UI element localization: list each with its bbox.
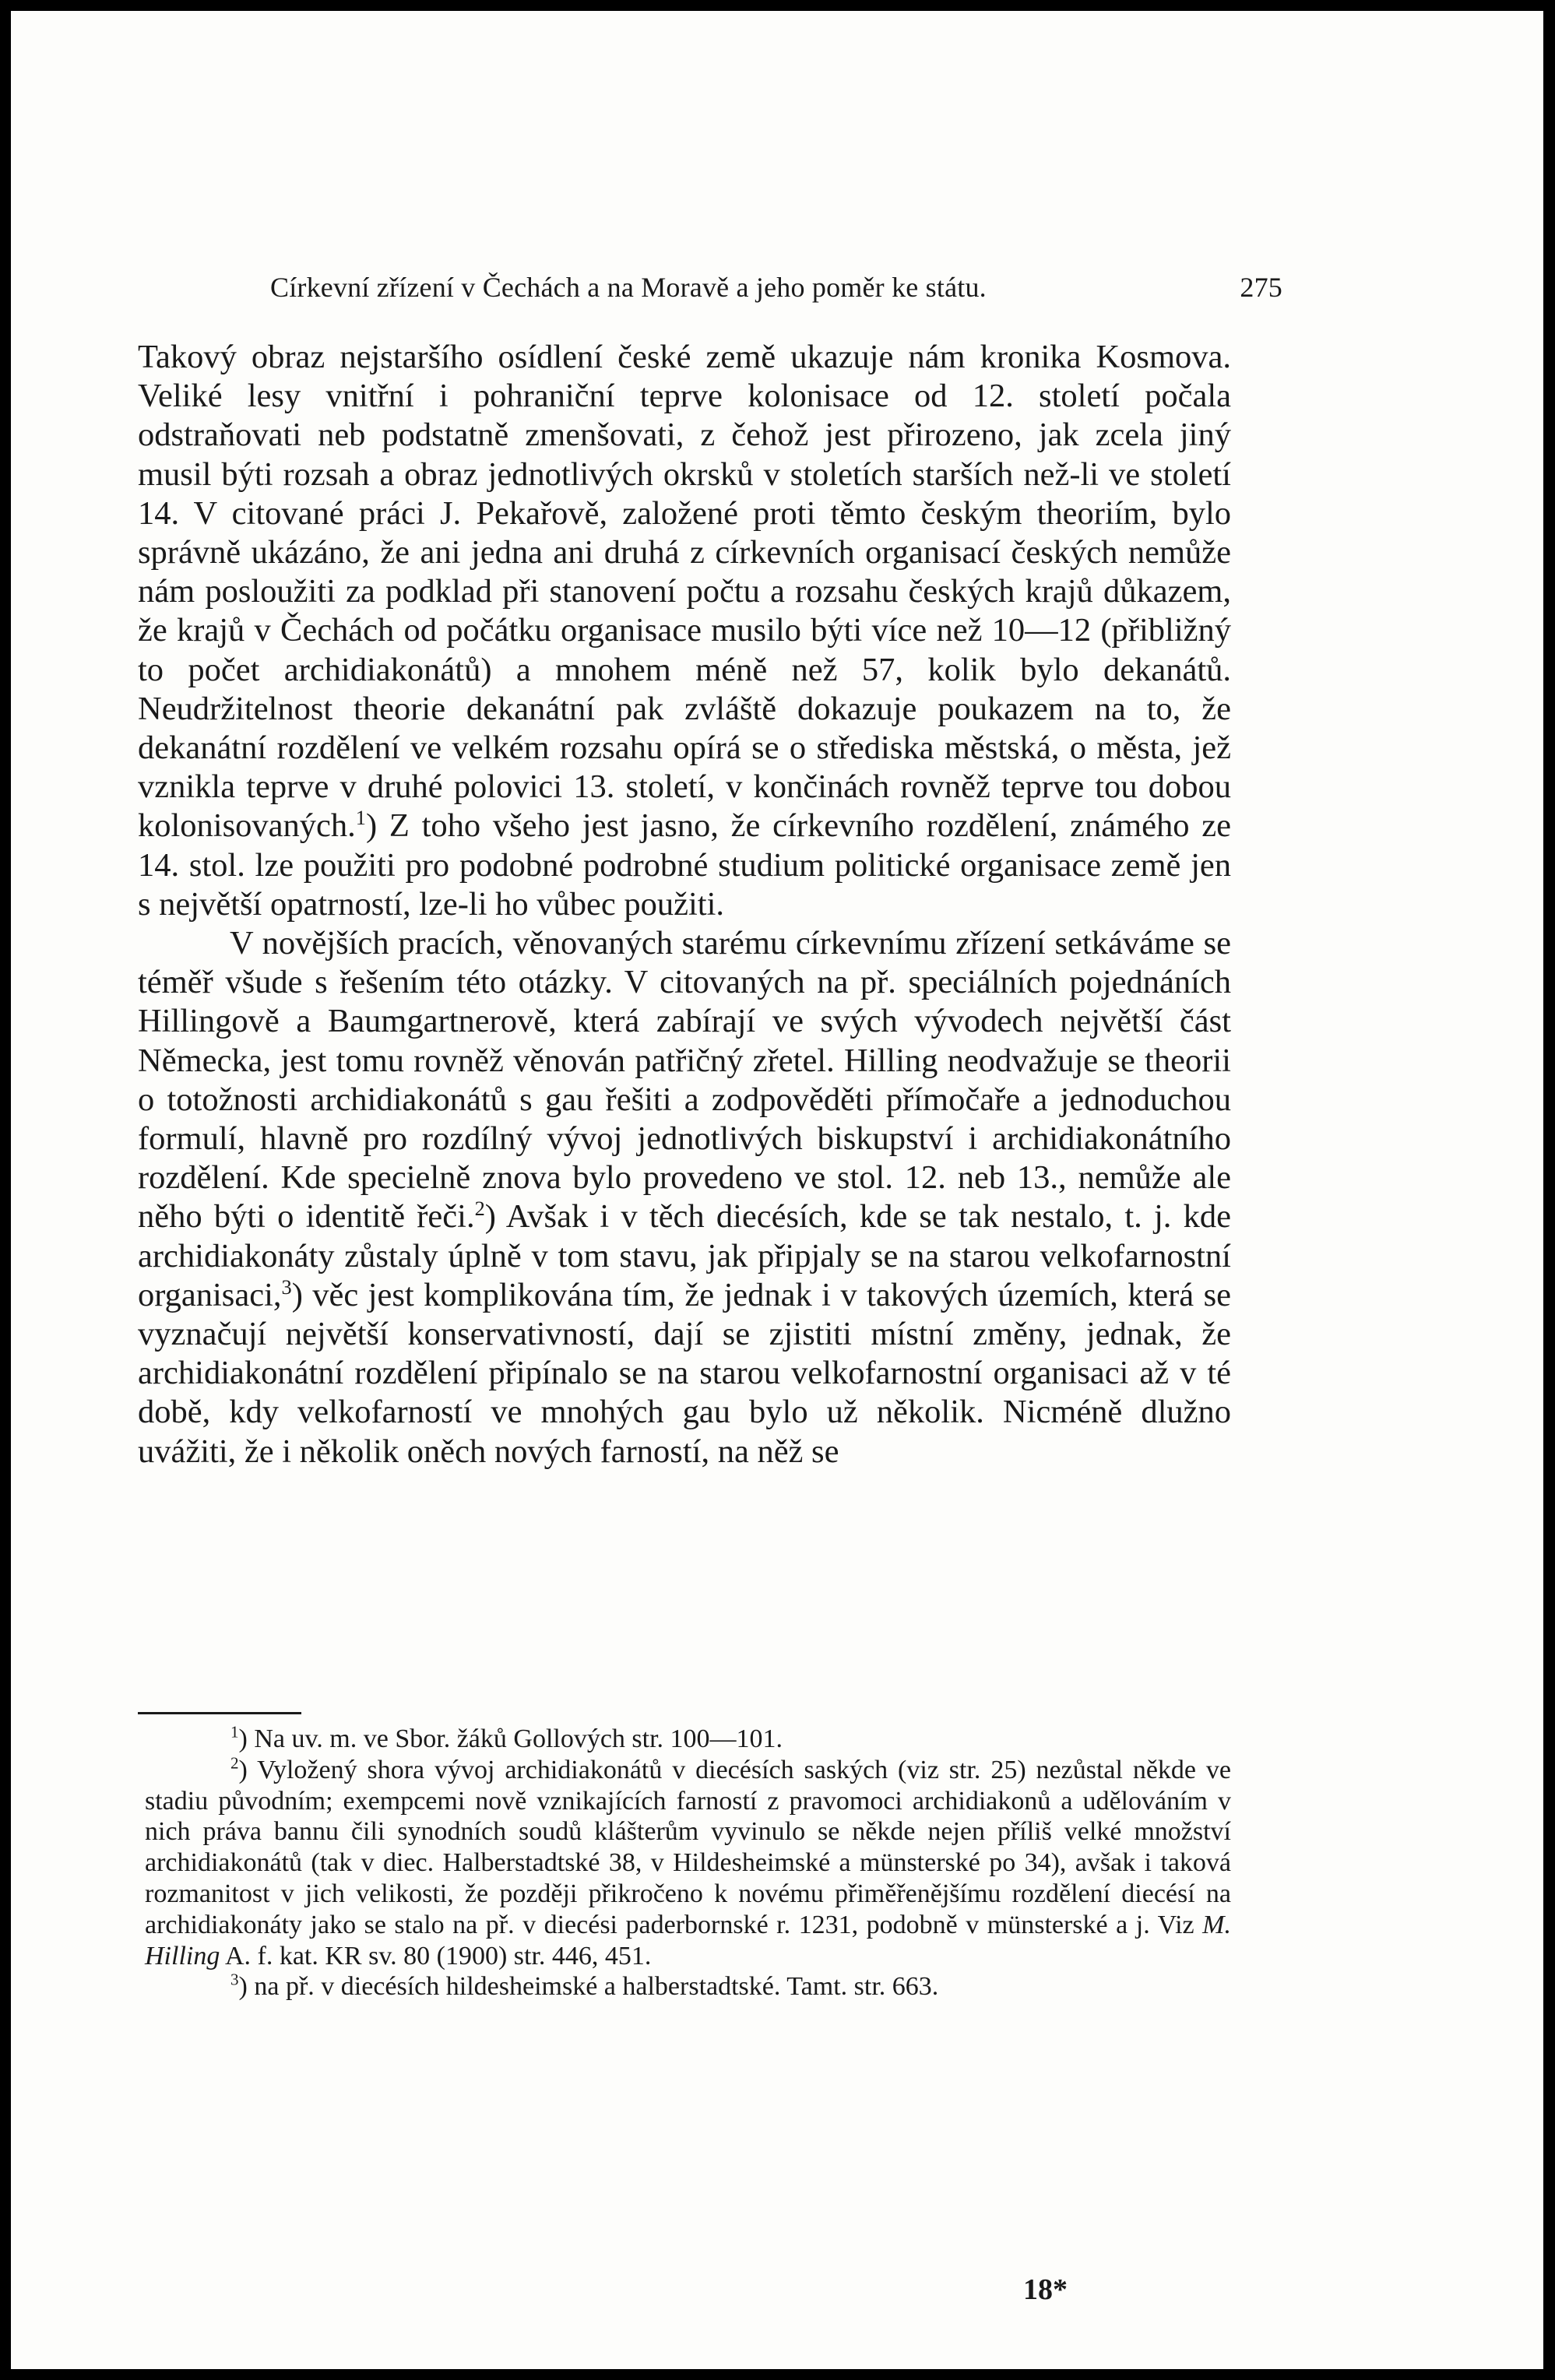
footnote-2-author: M. Hilling: [145, 1910, 1231, 1970]
footnote-ref-3: 3: [281, 1275, 292, 1299]
paragraph-2-text-b: Avšak i v těch diecésích, kde se tak nestalo, t. j. kde archidiakonáty zůstaly úplně v tom stavu, jak připjaly se na starou velkofarnostní organisaci,: [138, 1198, 1231, 1313]
footnote-ref-1: 1: [355, 807, 366, 830]
signature-mark: 18*: [1023, 2273, 1068, 2306]
running-title: Církevní zřízení v Čechách a na Moravě a jeho poměr ke státu.: [270, 272, 987, 303]
page-number: 275: [1240, 272, 1282, 303]
footnote-3: $^3$) na př. v diecésích hildesheimské a halberstadtské. Tamt. str. 663.: [230, 1970, 939, 2002]
footnote-2-tail: A. f. kat. KR sv. 80 (1900) str. 446, 451.: [220, 1941, 652, 1970]
paragraph-1-tail: Z toho všeho jest jasno, že církevního rozdělení, známého ze 14. stol. lze použiti pro podobné podrobné studium politické organisace země jen s největší opatrností, lze-li ho vůbec použiti.: [138, 807, 1231, 923]
footnote-2: $^2$) Vyložený shora vývoj archidiakonátů v diecésích saských (viz str. 25) nezůstal někde ve stadiu původním; exempcemi nově vznikajících farností z pravomoci archidiakonů a udělováním v nich práva bannu čili synodních soudů klášterům vyvinulo se někde nejen příliš velké množství archidiakonátů (tak v diec. Halberstadtské 38, v Hildesheimské a münsterské po 34), avšak i taková rozmanitost v jich velikosti, že později přikročeno k novému přiměřenějšímu rozdělení diecésí na archidiakonáty jako se stalo na př. v diecési paderbornské r. 1231, podobně v münsterské a j. Viz M. Hilling A. f. kat. KR sv. 80 (1900) str. 446, 451.: [145, 1753, 1231, 1970]
paragraph-1: Takový obraz nejstaršího osídlení české země ukazuje nám kronika Kosmova. Veliké lesy vnitřní i pohraniční teprve kolonisace od 12. století počala odstraňovati neb podstatně zmenšovati, z čehož jest přirozeno, jak zcela jiný musil býti rozsah a obraz jednotlivých okrsků v stoletích starších než-li ve století 14. V citované práci J. Pekařově, založené proti těmto českým theoriím, bylo správně ukázáno, že ani jedna ani druhá z církevních organisací českých nemůže nám posloužiti za podklad při stanovení počtu a rozsahu českých krajů důkazem, že krajů v Čechách od počátku organisace musilo býti více než 10—12 (přibližný to počet archidiakonátů) a mnohem méně než 57, kolik bylo dekanátů. Neudržitelnost theorie dekanátní pak zvláště dokazuje poukazem na to, že dekanátní rozdělení ve velkém rozsahu opírá se o střediska městská, o města, jež vznikla teprve v druhé polovici 13. století, v končinách rovněž teprve tou dobou kolonisovaných.$^1$) Z toho všeho jest jasno, že církevního rozdělení, známého ze 14. stol. lze použiti pro podobné podrobné studium politické organisace země jen s největší opatrností, lze-li ho vůbec použiti.: [138, 339, 1231, 923]
footnote-ref-2: 2: [474, 1197, 485, 1221]
footnote-1: $^1$) Na uv. m. ve Sbor. žáků Gollových str. 100—101.: [230, 1722, 783, 1753]
paragraph-1-text: Takový obraz nejstaršího osídlení české země ukazuje nám kronika Kosmova. Veliké lesy vnitřní i pohraniční teprve kolonisace od 12. století počala odstraňovati neb podstatně zmenšovati, z čehož jest přirozeno, jak zcela jiný musil býti rozsah a obraz jednotlivých okrsků v stoletích starších než-li ve století 14. V citované práci J. Pekařově, založené proti těmto českým theoriím, bylo správně ukázáno, že ani jedna ani druhá z církevních organisací českých nemůže nám posloužiti za podklad při stanovení počtu a rozsahu českých krajů důkazem, že krajů v Čechách od počátku organisace musilo býti více než 10—12 (přibližný to počet archidiakonátů) a mnohem méně než 57, kolik bylo dekanátů. Neudržitelnost theorie dekanátní pak zvláště dokazuje poukazem na to, že dekanátní rozdělení ve velkém rozsahu opírá se o střediska městská, o města, jež vznikla teprve v druhé polovici 13. století, v končinách rovněž teprve tou dobou kolonisovaných.: [138, 339, 1231, 845]
paragraph-2: V novějších pracích, věnovaných starému církevnímu zřízení setkáváme se téměř všude s řešením této otázky. V citovaných na př. speciálních pojednáních Hillingově a Baumgartnerově, která zabírají ve svých vývodech největší část Německa, jest tomu rovněž věnován patřičný zřetel. Hilling neodvažuje se theorii o totožnosti archidiakonátů s gau řešiti a zodpověděti přímočaře a jednoduchou formulí, hlavně pro rozdílný vývoj jednotlivých biskupství i archidiakonátního rozdělení. Kde specielně znova bylo provedeno ve stol. 12. neb 13., nemůže ale něho býti o identitě řeči.$^2$) Avšak i v těch diecésích, kde se tak nestalo, t. j. kde archidiakonáty zůstaly úplně v tom stavu, jak připjaly se na starou velkofarnostní organisaci,$^3$) věc jest komplikována tím, že jednak i v takových územích, která se vyznačují největší konservativností, dají se zjistiti místní změny, jednak, že archidiakonátní rozdělení připínalo se na starou velkofarnostní organisaci až v té době, kdy velkofarností ve mnohých gau bylo už několik. Nicméně dlužno uvážiti, že i několik oněch nových farností, na něž se: [138, 925, 1231, 1470]
footnote-1-mark: 1: [230, 1722, 239, 1742]
footnote-2-mark: 2: [230, 1753, 239, 1773]
footnote-3-mark: 3: [230, 1970, 239, 1990]
footnote-2-text: Vyložený shora vývoj archidiakonátů v diecésích saských (viz str. 25) nezůstal někde ve stadiu původním; exempcemi nově vznikajících farností z pravomoci archidiakonů a udělováním v nich práva bannu čili synodních soudů klášterům vyvinulo se někde nejen příliš velké množství archidiakonátů (tak v diec. Halberstadtské 38, v Hildesheimské a münsterské po 34), avšak i taková rozmanitost v jich velikosti, že později přikročeno k novému přiměřenějšímu rozdělení diecésí na archidiakonáty jako se stalo na př. v diecési paderbornské r. 1231, podobně v münsterské a j. Viz: [145, 1755, 1231, 1939]
footnote-1-text: Na uv. m. ve Sbor. žáků Gollových str. 100—101.: [247, 1724, 783, 1753]
running-header: [270, 271, 1282, 304]
footnote-divider: [138, 1712, 301, 1714]
footnotes: [145, 1724, 1231, 2002]
footnote-3-text: na př. v diecésích hildesheimské a halberstadtské. Tamt. str. 663.: [247, 1972, 939, 2002]
paragraph-2-text-a: V novějších pracích, věnovaných starému církevnímu zřízení setkáváme se téměř všude s řešením této otázky. V citovaných na př. speciálních pojednáních Hillingově a Baumgartnerově, která zabírají ve svých vývodech největší část Německa, jest tomu rovněž věnován patřičný zřetel. Hilling neodvažuje se theorii o totožnosti archidiakonátů s gau řešiti a zodpověděti přímočaře a jednoduchou formulí, hlavně pro rozdílný vývoj jednotlivých biskupství i archidiakonátního rozdělení. Kde specielně znova bylo provedeno ve stol. 12. neb 13., nemůže ale něho býti o identitě řeči.: [138, 925, 1231, 1236]
book-page: [11, 11, 1543, 2369]
main-text: [138, 338, 1231, 1471]
paragraph-2-text-c: věc jest komplikována tím, že jednak i v takových územích, která se vyznačují největší konservativností, dají se zjistiti místní změny, jednak, že archidiakonátní rozdělení připínalo se na starou velkofarnostní organisaci až v té době, kdy velkofarností ve mnohých gau bylo už několik. Nicméně dlužno uvážiti, že i několik oněch nových farností, na něž se: [138, 1276, 1231, 1470]
